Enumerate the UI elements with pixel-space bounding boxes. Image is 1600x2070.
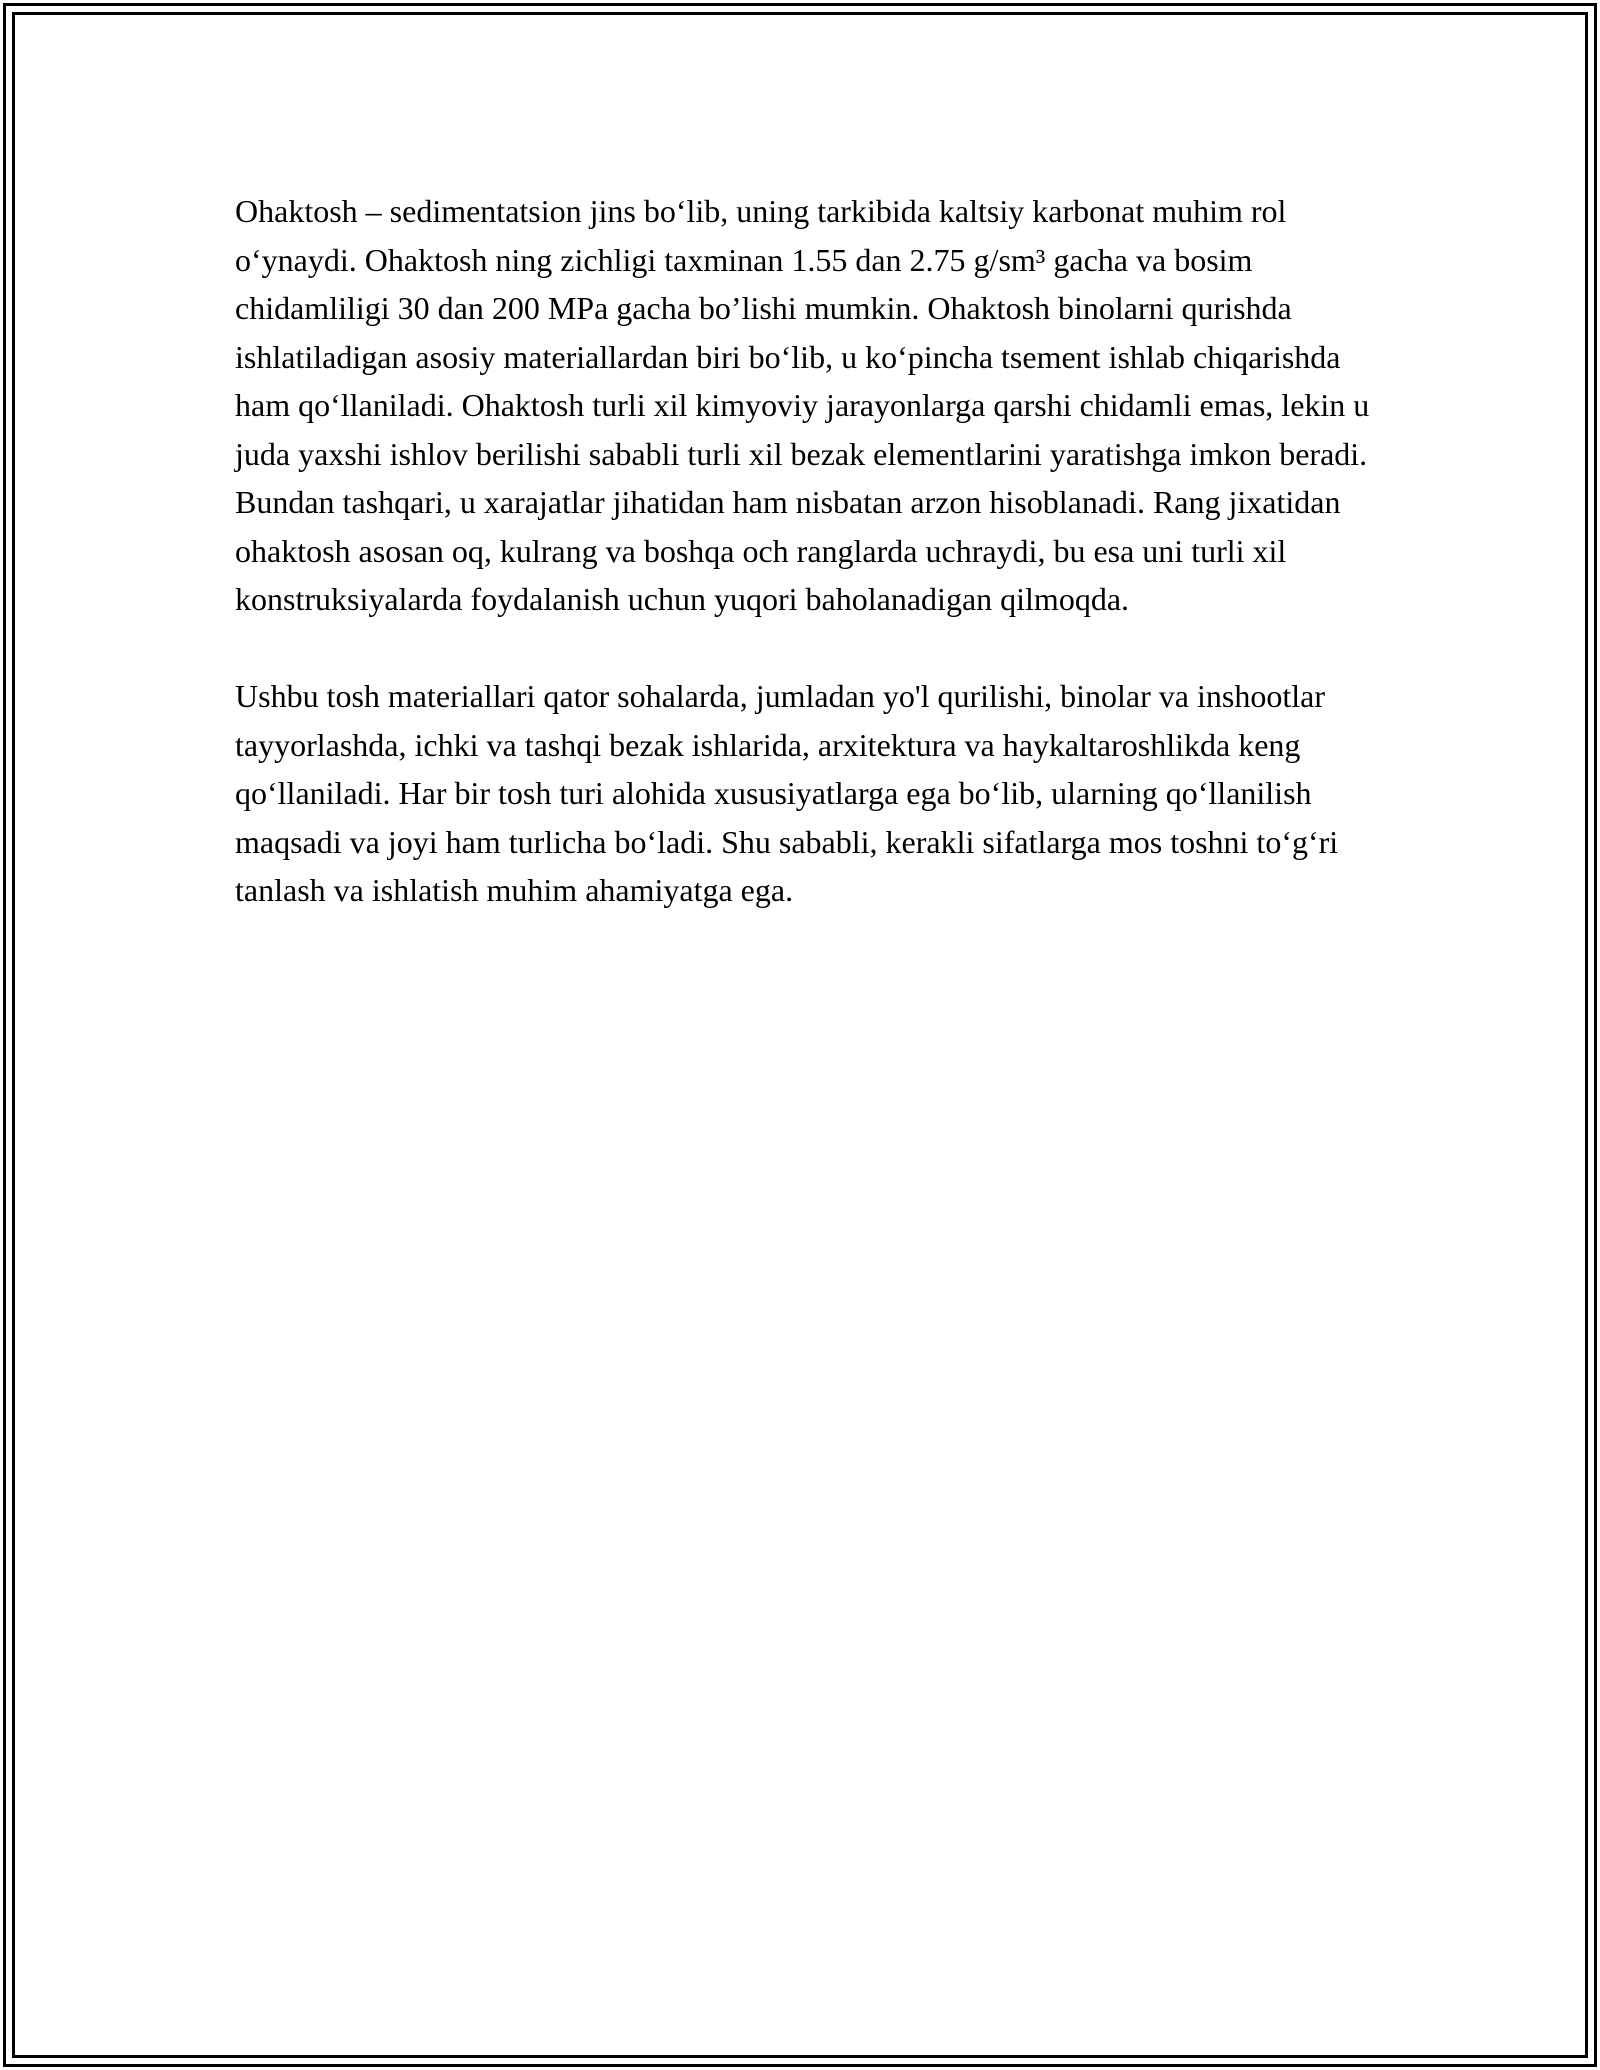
document-body [235,187,1375,963]
paragraph-limestone: Ohaktosh – sedimentatsion jins bo‘lib, uning tarkibida kaltsiy karbonat muhim rol o‘ynaydi. Ohaktosh ning zichligi taxminan 1.55 dan 2.75 g/sm³ gacha va bosim chidamliligi 30 dan 200 MPa gacha bo’lishi mumkin. Ohaktosh binolarni qurishda ishlatiladigan asosiy materiallardan biri bo‘lib, u ko‘pincha tsement ishlab chiqarishda ham qo‘llaniladi. Ohaktosh turli xil kimyoviy jarayonlarga qarshi chidamli emas, lekin u juda yaxshi ishlov berilishi sababli turli xil bezak elementlarini yaratishga imkon beradi. Bundan tashqari, u xarajatlar jihatidan ham nisbatan arzon hisoblanadi. Rang jixatidan ohaktosh asosan oq, kulrang va boshqa och ranglarda uchraydi, bu esa uni turli xil konstruksiyalarda foydalanish uchun yuqori baholanadigan qilmoqda. [235,193,1370,617]
paragraph-stone-uses: Ushbu tosh materiallari qator sohalarda, jumladan yo'l qurilishi, binolar va inshootlar tayyorlashda, ichki va tashqi bezak ishlarida, arxitektura va haykaltaroshlikda keng qo‘llaniladi. Har bir tosh turi alohida xususiyatlarga ega bo‘lib, ularning qo‘llanilish maqsadi va joyi ham turlicha bo‘ladi. Shu sababli, kerakli sifatlarga mos toshni to‘g‘ri tanlash va ishlatish muhim ahamiyatga ega. [235,678,1339,908]
